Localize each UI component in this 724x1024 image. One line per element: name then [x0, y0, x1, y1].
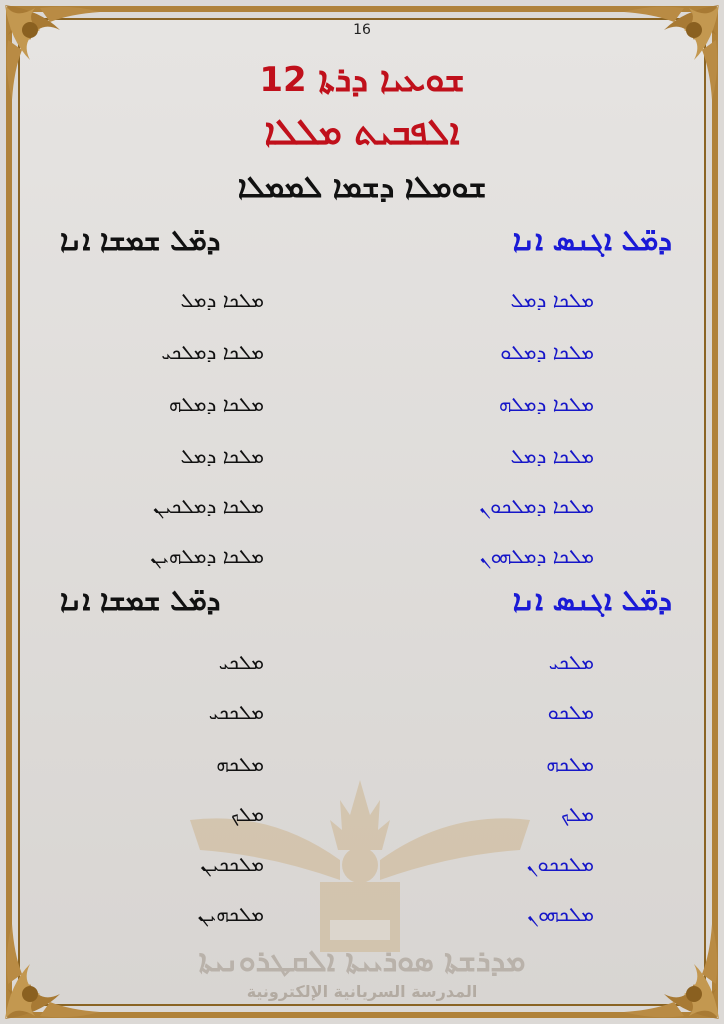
list-item-black: ܡܠܟܐ ܕܡܠܟܝܢ: [153, 494, 264, 518]
list-item-blue: ܡܠܟܗܘܢ: [527, 902, 594, 926]
watermark-arabic-text: المدرسة السريانية الإلكترونية: [246, 982, 478, 1001]
list-item-black: ܡܠܟܗܝܢ: [197, 902, 264, 926]
list-item-black: ܡܠܟܐ ܕܡܠܗ: [168, 392, 264, 416]
list-item-black: ܡܠܟ: [230, 802, 264, 826]
list-item-blue: ܡܠܟܐ ܕܡܠܘ: [500, 340, 594, 364]
watermark-syriac-text: ܡܕܪܫܬܐ ܣܘܪܝܝܬܐ ܐܠܩܛܪܘܢܝܬܐ: [198, 944, 526, 979]
list-item-black: ܡܠܟܗ: [216, 752, 264, 776]
list-item-black: ܡܠܟܐ ܕܡܠ: [180, 444, 264, 468]
list-item-blue: ܡܠܟ: [560, 802, 594, 826]
column-header-blue: ܕܡ̈ܠ ܐܓܢܣ ܐܢܐ: [512, 224, 672, 257]
list-item-blue: ܡܠܟܐ ܕܡܠܗ: [498, 392, 594, 416]
list-item-blue: ܡܠܟܟܘܢ: [526, 852, 594, 876]
section-heading: ܫܘܡܠܐ ܕܫܡܐ ܠܡܡܠܐ: [237, 170, 487, 205]
list-item-blue: ܡܠܟܐ ܕܡܠ: [510, 444, 594, 468]
list-item-black: ܡܠܟܟܝ: [208, 700, 264, 724]
column-header-blue: ܕܡ̈ܠ ܐܓܢܣ ܐܢܐ: [512, 584, 672, 617]
list-item-black: ܡܠܟܟܝܢ: [200, 852, 264, 876]
column-header-black: ܕܡ̈ܠ ܫܡܫܐ ܐܢܐ: [60, 224, 221, 257]
page-number: 16: [353, 22, 371, 38]
lesson-title: 12 ܫܘܥܝܐ ܕܪܬܐ: [259, 60, 465, 100]
column-header-black: ܕܡ̈ܠ ܫܡܫܐ ܐܢܐ: [60, 584, 221, 617]
list-item-black: ܡܠܟܝ: [218, 650, 264, 674]
lesson-subtitle: ܐܠܦܒܝܬ ܡܠܠܐ: [264, 112, 460, 153]
list-item-black: ܡܠܟܐ ܕܡܠܟܝ: [161, 340, 264, 364]
list-item-black: ܡܠܟܐ ܕܡܠܗܝܢ: [150, 544, 264, 568]
list-item-blue: ܡܠܟܐ ܕܡܠ: [510, 288, 594, 312]
list-item-blue: ܡܠܟܝ: [548, 650, 594, 674]
list-item-blue: ܡܠܟܐ ܕܡܠܟܘܢ: [479, 494, 594, 518]
list-item-black: ܡܠܟܐ ܕܡܠ: [180, 288, 264, 312]
list-item-blue: ܡܠܟܐ ܕܡܠܗܘܢ: [479, 544, 594, 568]
list-item-blue: ܡܠܟܗ: [546, 752, 594, 776]
list-item-blue: ܡܠܟܘ: [547, 700, 594, 724]
